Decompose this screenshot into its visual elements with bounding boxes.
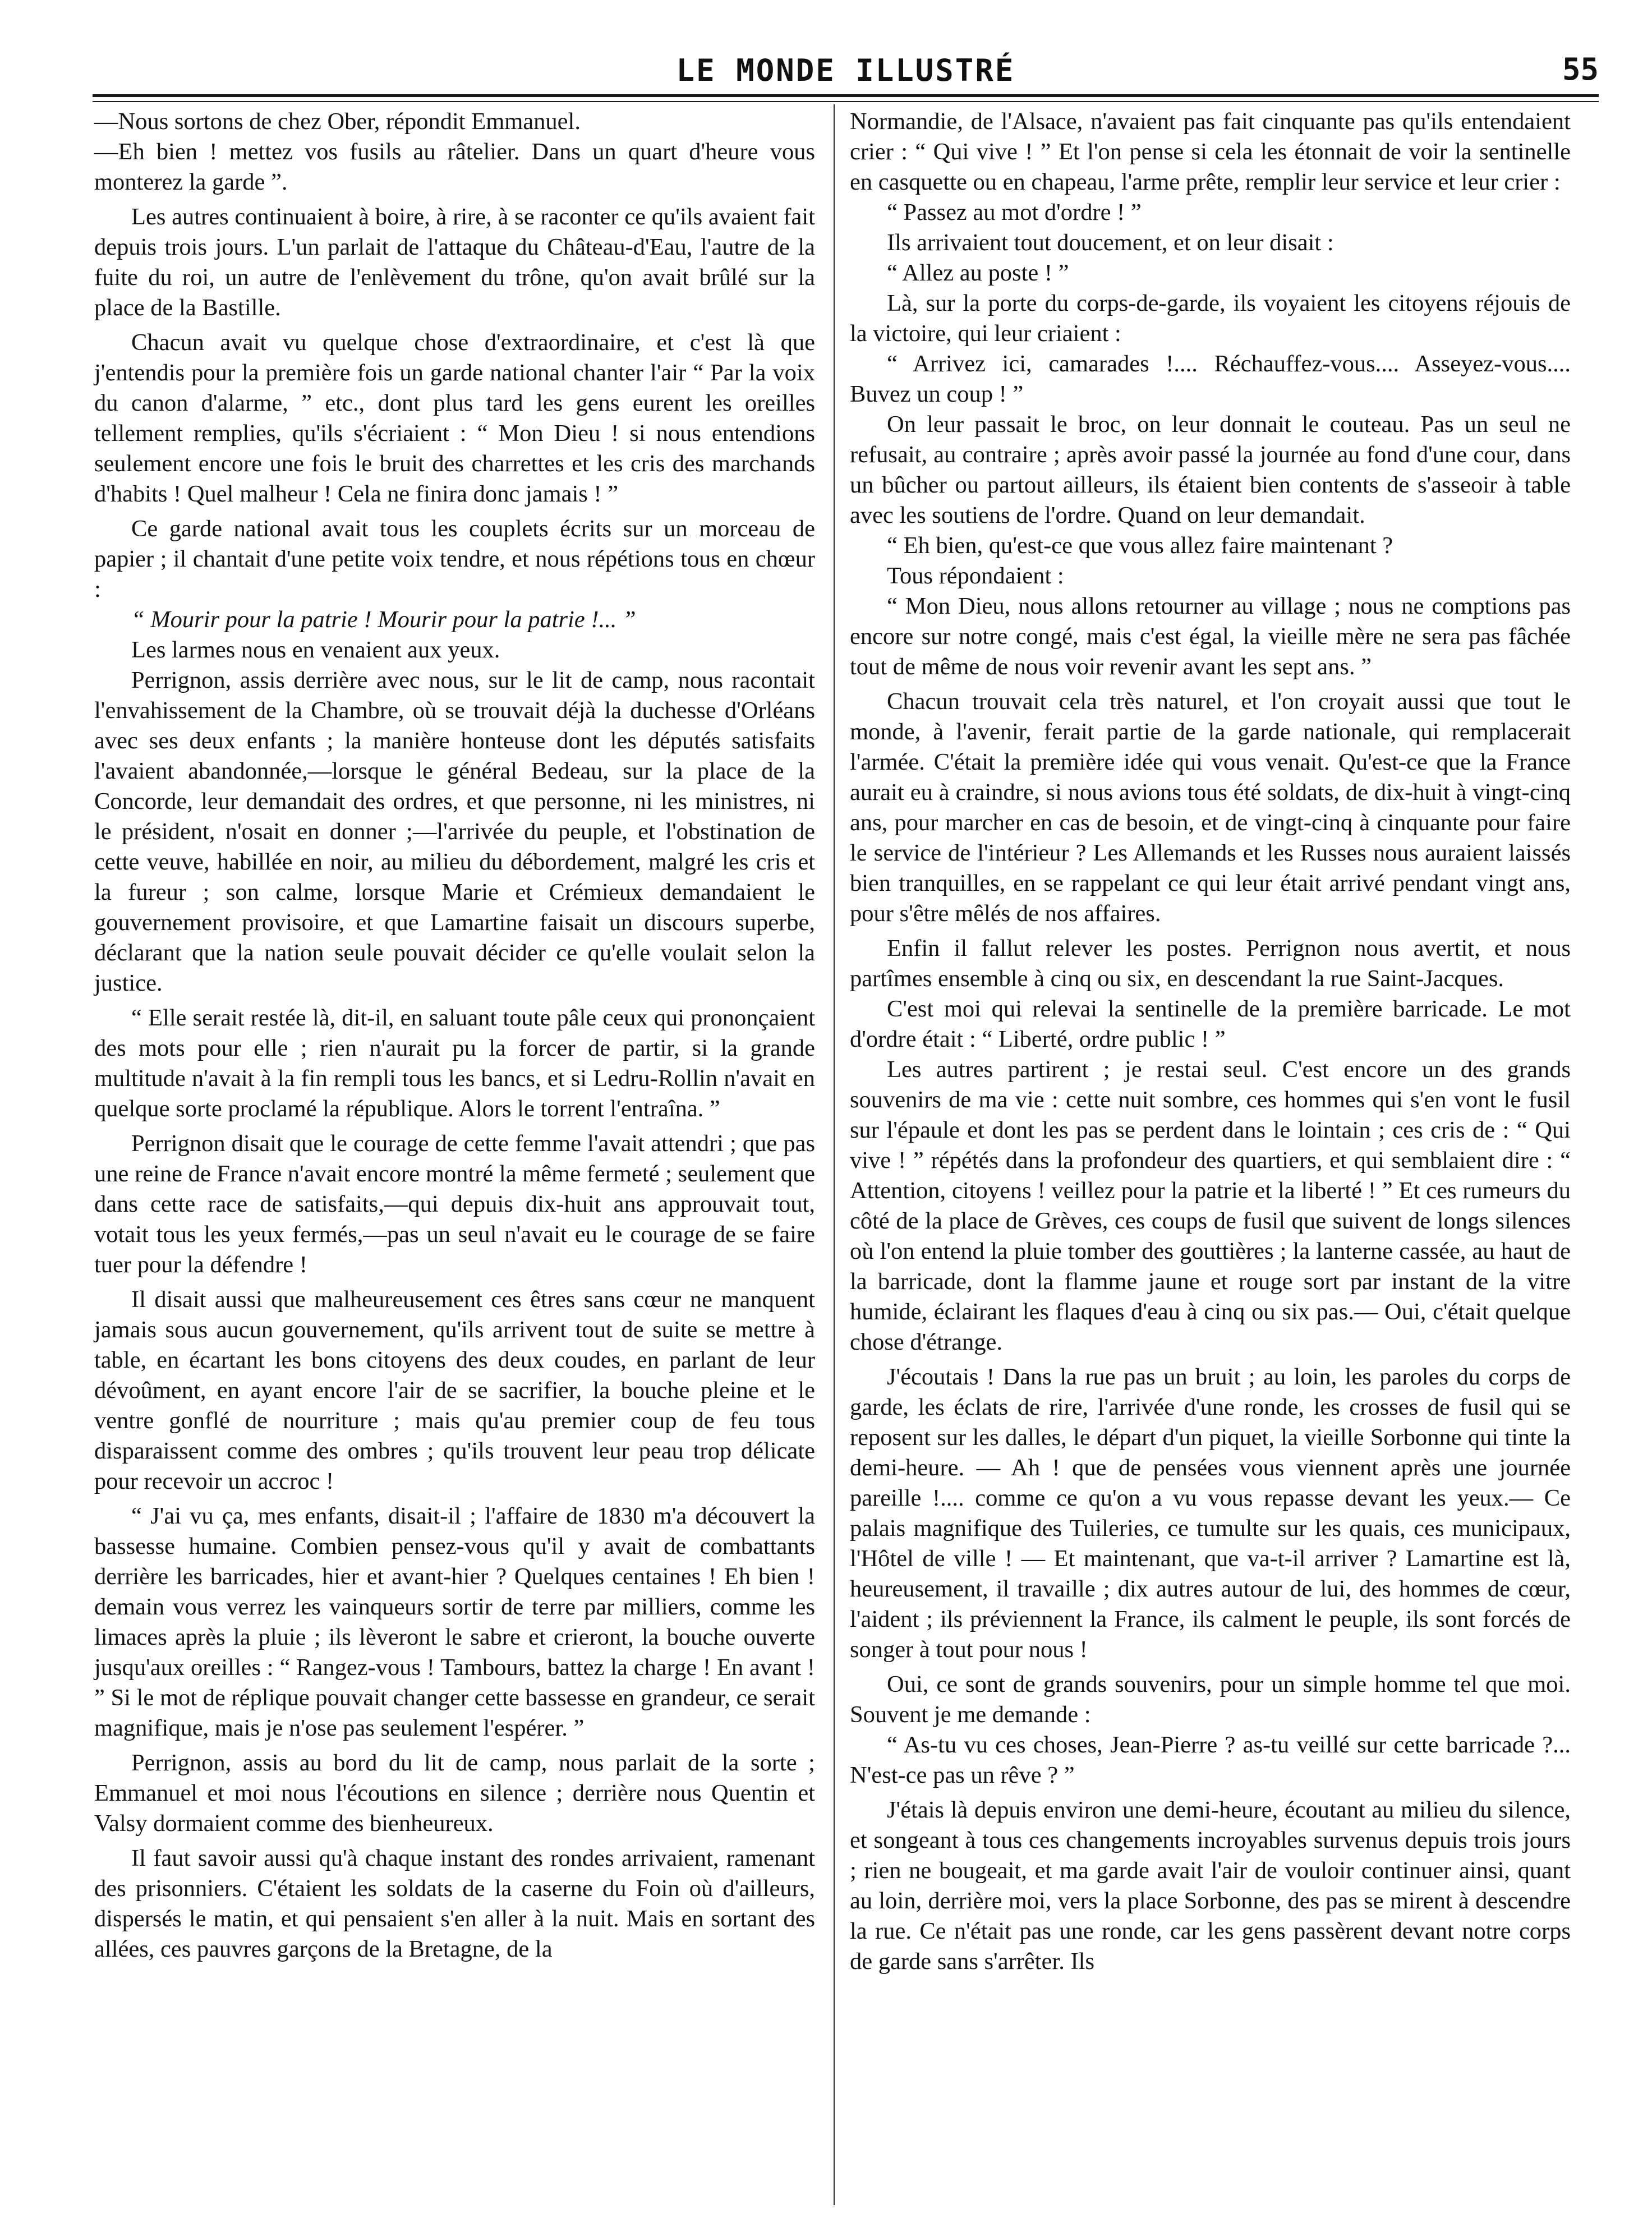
- page-number: 55: [1562, 52, 1599, 87]
- paragraph: Les autres continuaient à boire, à rire, à se raconter ce qu'ils avaient fait depuis trois jours. L'un parlait de l'attaque du Château-d'Eau, l'autre de la fuite du roi, un autre de l'enlèvement du trône, qu'on avait brûlé sur la place de la Bastille.: [94, 204, 815, 321]
- paragraph: —Nous sortons de chez Ober, répondit Emmanuel.: [94, 108, 581, 135]
- song-line: “ Mourir pour la patrie ! Mourir pour la patrie !... ”: [131, 606, 636, 633]
- paragraph: Tous répondaient :: [887, 563, 1064, 589]
- paragraph: C'est moi qui relevai la sentinelle de la première barricade. Le mot d'ordre était : “ Liberté, ordre public ! ”: [850, 996, 1571, 1052]
- paragraph: Enfin il fallut relever les postes. Perrignon nous avertit, et nous partîmes ensemble à cinq ou six, en descendant la rue Saint-Jacques.: [850, 935, 1571, 992]
- paragraph: “ J'ai vu ça, mes enfants, disait-il ; l'affaire de 1830 m'a découvert la bassesse humaine. Combien pensez-vous qu'il y avait de combattants derrière les barricades, hier et avant-hier ? Quelques centaines ! Eh bien ! demain vous verrez les vainqueurs sortir de terre par milliers, comme les limaces après la pluie ; ils lèveront le sabre et crieront, la bouche ouverte jusqu'aux oreilles : “ Rangez-vous ! Tambours, battez la charge ! En avant ! ” Si le mot de réplique pouvait changer cette bassesse en grandeur, ce serait magnifique, mais je n'ose pas seulement l'espérer. ”: [94, 1503, 815, 1741]
- paragraph: Chacun avait vu quelque chose d'extraordinaire, et c'est là que j'entendis pour la première fois un garde national chanter l'air “ Par la voix du canon d'alarme, ” etc., dont plus tard les gens eurent les oreilles tellement remplies, qu'ils s'écriaient : “ Mon Dieu ! si nous entendions seulement encore une fois le bruit des charrettes et les cris des marchands d'habits ! Quel malheur ! Cela ne finira donc jamais ! ”: [94, 329, 815, 507]
- paragraph: Chacun trouvait cela très naturel, et l'on croyait aussi que tout le monde, à l'avenir, ferait partie de la garde nationale, qui remplacerait l'armée. C'était la première idée qui vous venait. Qu'est-ce que la France aurait eu à craindre, si nous avions tous été soldats, de dix-huit à vingt-cinq ans, pour marcher en cas de besoin, et de vingt-cinq à cinquante pour faire le service de l'intérieur ? Les Allemands et les Russes nous auraient laissés bien tranquilles, en se rappelant ce qui leur était arrivé pendant vingt ans, pour s'être mêlés de nos affaires.: [850, 688, 1571, 927]
- paragraph: Là, sur la porte du corps-de-garde, ils voyaient les citoyens réjouis de la victoire, qui leur criaient :: [850, 290, 1571, 347]
- paragraph: Perrignon, assis derrière avec nous, sur le lit de camp, nous racontait l'envahissement de la Chambre, où se trouvait déjà la duchesse d'Orléans avec ses deux enfants ; la manière honteuse dont les députés satisfaits l'avaient abandonnée,—lorsque le général Bedeau, sur la place de la Concorde, leur demandait des ordres, et que personne, ni les ministres, ni le président, n'osait en donner ;—l'arrivée du peuple, et l'obstination de cette veuve, habillée en noir, au milieu du débordement, malgré les cris et la fureur ; son calme, lorsque Marie et Crémieux demandaient le gouvernement provisoire, et que Lamartine faisait un discours superbe, déclarant que la nation seule pouvait décider ce qu'elle voulait selon la justice.: [94, 667, 815, 996]
- paragraph: Les larmes nous en venaient aux yeux.: [131, 637, 500, 663]
- left-column: [94, 107, 815, 1964]
- header-rule-thin: [93, 101, 1599, 102]
- paragraph: “ Eh bien, qu'est-ce que vous allez faire maintenant ?: [887, 532, 1393, 559]
- paragraph: “ Passez au mot d'ordre ! ”: [887, 199, 1142, 226]
- paragraph: “ Allez au poste ! ”: [887, 260, 1069, 286]
- header-rule-thick: [93, 94, 1599, 97]
- paragraph: Normandie, de l'Alsace, n'avaient pas fait cinquante pas qu'ils entendaient crier : “ Qui vive ! ” Et l'on pense si cela les étonnait de voir la sentinelle en casquette ou en chapeau, l'arme prête, remplir leur service et leur crier :: [850, 108, 1571, 195]
- paragraph: “ Arrivez ici, camarades !.... Réchauffez-vous.... Asseyez-vous.... Buvez un coup ! ”: [850, 351, 1571, 407]
- paragraph: Il faut savoir aussi qu'à chaque instant des rondes arrivaient, ramenant des prisonniers. C'étaient les soldats de la caserne du Foin où d'ailleurs, dispersés le matin, et qui pensaient s'en aller à la nuit. Mais en sortant des allées, ces pauvres garçons de la Bretagne, de la: [94, 1845, 815, 1962]
- paragraph: Oui, ce sont de grands souvenirs, pour un simple homme tel que moi. Souvent je me demande :: [850, 1671, 1571, 1728]
- paragraph: —Eh bien ! mettez vos fusils au râtelier. Dans un quart d'heure vous monterez la garde ”.: [94, 139, 815, 195]
- paragraph: Perrignon disait que le courage de cette femme l'avait attendri ; que pas une reine de France n'avait encore montré la même fermeté ; seulement que dans cette race de satisfaits,—qui depuis dix-huit ans approuvait tout, votait tous les yeux fermés,—pas un seul n'avait eu le courage de se faire tuer pour la défendre !: [94, 1130, 815, 1278]
- paragraph: Les autres partirent ; je restai seul. C'est encore un des grands souvenirs de ma vie : cette nuit sombre, ces hommes qui s'en vont le fusil sur l'épaule et dont les pas se perdent dans le lointain ; ces cris de : “ Qui vive ! ” répétés dans la profondeur des quartiers, et qui semblaient dire : “ Attention, citoyens ! veillez pour la patrie et la liberté ! ” Et ces rumeurs du côté de la place de Grèves, ces coups de fusil que suivent de longs silences où l'on entend la pluie tomber des gouttières ; la lanterne cassée, au haut de la barricade, dont la flamme jaune et rouge sort par instant de la vitre humide, éclairant les flaques d'eau à cinq ou six pas.— Oui, c'était quelque chose d'étrange.: [850, 1056, 1571, 1355]
- right-column: [850, 107, 1571, 1977]
- paragraph: Ils arrivaient tout doucement, et on leur disait :: [887, 229, 1334, 256]
- paragraph: J'étais là depuis environ une demi-heure, écoutant au milieu du silence, et songeant à tous ces changements incroyables survenus depuis trois jours ; rien ne bougeait, et ma garde avait l'air de vouloir continuer ainsi, quant au loin, derrière moi, vers la place Sorbonne, des pas se mirent à descendre la rue. Ce n'était pas une ronde, car les gens passèrent devant notre corps de garde sans s'arrêter. Ils: [850, 1797, 1571, 1975]
- column-divider: [834, 104, 835, 2205]
- page-header: [93, 50, 1599, 95]
- paragraph: “ As-tu vu ces choses, Jean-Pierre ? as-tu veillé sur cette barricade ?... N'est-ce pas un rêve ? ”: [850, 1732, 1571, 1788]
- paragraph: Il disait aussi que malheureusement ces êtres sans cœur ne manquent jamais sous aucun gouvernement, qu'ils arrivent tout de suite se mettre à table, en écartant les bons citoyens des deux coudes, en parlant de leur dévoûment, en ayant encore l'air de se sacrifier, la bouche pleine et le ventre gonflé de nourriture ; mais qu'au premier coup de feu tous disparaissent comme des ombres ; qu'ils trouvent leur peau trop délicate pour recevoir un accroc !: [94, 1286, 815, 1494]
- paragraph: Perrignon, assis au bord du lit de camp, nous parlait de la sorte ; Emmanuel et moi nous l'écoutions en silence ; derrière nous Quentin et Valsy dormaient comme des bienheureux.: [94, 1750, 815, 1837]
- paragraph: J'écoutais ! Dans la rue pas un bruit ; au loin, les paroles du corps de garde, les éclats de rire, l'arrivée d'une ronde, les crosses de fusil qui se reposent sur les dalles, le départ d'un piquet, la vieille Sorbonne qui tinte la demi-heure. — Ah ! que de pensées vous viennent après une journée pareille !.... comme ce qu'on a vu vous repasse devant les yeux.— Ce palais magnifique des Tuileries, ce tumulte sur les quais, ces municipaux, l'Hôtel de ville ! — Et maintenant, que va-t-il arriver ? Lamartine est là, heureusement, il travaille ; dix autres autour de lui, des hommes de cœur, l'aident ; ils préviennent la France, ils calment le peuple, ils sont forcés de songer à tout pour nous !: [850, 1364, 1571, 1663]
- paragraph: On leur passait le broc, on leur donnait le couteau. Pas un seul ne refusait, au contraire ; après avoir passé la journée au fond d'une cour, dans un bûcher ou partout ailleurs, ils étaient bien contents de s'asseoir à table avec les soutiens de l'ordre. Quand on leur demandait.: [850, 411, 1571, 528]
- paragraph: “ Mon Dieu, nous allons retourner au village ; nous ne comptions pas encore sur notre congé, mais c'est égal, la vieille mère ne sera pas fâchée tout de même de nous voir revenir avant les sept ans. ”: [850, 593, 1571, 680]
- paragraph: Ce garde national avait tous les couplets écrits sur un morceau de papier ; il chantait d'une petite voix tendre, et nous répétions tous en chœur :: [94, 516, 815, 602]
- running-title: LE MONDE ILLUSTRÉ: [676, 53, 1015, 88]
- paragraph: “ Elle serait restée là, dit-il, en saluant toute pâle ceux qui prononçaient des mots pour elle ; rien n'aurait pu la forcer de partir, si la grande multitude n'avait à la fin rempli tous les bancs, et si Ledru-Rollin n'avait en quelque sorte proclamé la république. Alors le torrent l'entraîna. ”: [94, 1005, 815, 1122]
